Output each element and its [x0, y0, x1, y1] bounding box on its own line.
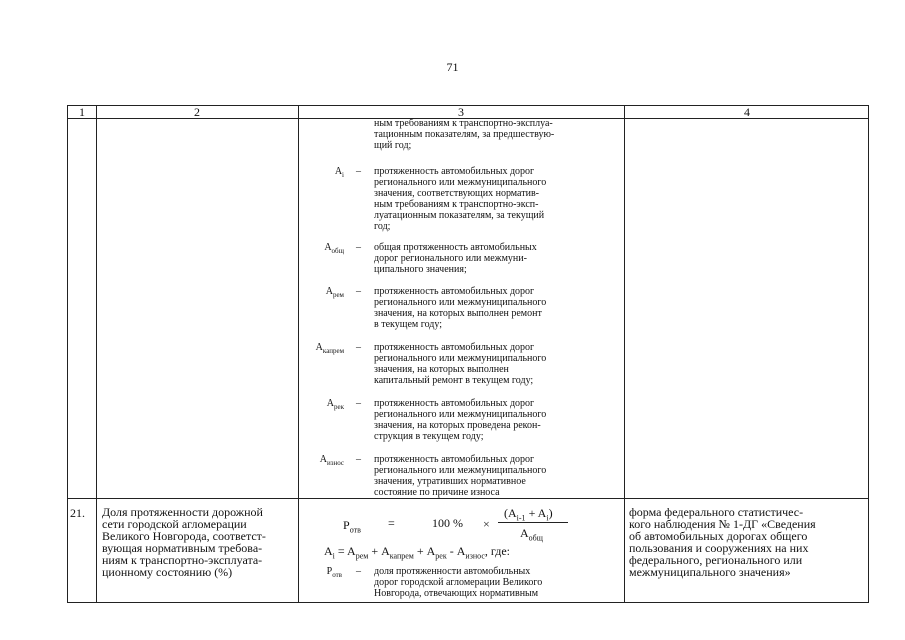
term-symbol: $A_{рем}$ [325, 286, 344, 299]
data-source: форма федерального статистичес- кого наблюдения № 1-ДГ «Сведения об автомобильных дорогах общего пользования и сооружениях на них федерального, регионального или межмуниципального значения» [629, 505, 816, 579]
term-definition: общая протяженность автомобильных дорог регионального или межмуни- ципального значения; [374, 242, 537, 275]
row-number: 21. [70, 506, 85, 520]
formula-numerator: $(A_{i-1} + A_i)$ [504, 506, 553, 523]
header-col-1: 1 [79, 105, 85, 119]
term-symbol: $A_{износ}$ [319, 454, 344, 467]
continuation-lead-text: ным требованиям к транспортно-эксплуа- тационным показателям, за предшествую- щий год; [374, 118, 555, 151]
header-col-2: 2 [194, 105, 200, 119]
indicator-table: 1 2 3 4 ным требованиям к транспортно-эксплуа- тационным показателям, за предшествую- щий год; $A_i$ – протяженность автомобильных дорог регионального или межмуниципального значения, соответствующих норматив- ным требованиям к транспортно-эксп- луатационным показателям, за текущий год; $A_{общ}$ – общая протяженность автомобильных дорог регионального или межмуни- ципального значения; $A_{рем}$ – протяженность автомобильных дорог регионального или межмуниципального значения, на которых выполнен ремонт в текущем году; $A_{капрем}$ – протяженность автомобильных дорог регионального или межмуниципального значения, на которых выполнен капитальный ремонт в текущем году; $A_{рек}$ – протяженность автомобильных дорог регионального или межмуниципального значения, на которых проведена рекон- струкция в текущем году; $A_{износ}$ – протяженность автомобильных дорог регионального или межмуниципального значения, утративших нормативное состояние по причине износа 21. Доля протяженности дорожной сети городской агломерации Великого Новгорода, соответст- вующая нормативным требова- ниям к транспортно-эксплуата- ционному состоянию (%) $P_{отв}$ = 100 % × $(A_{i-1} + A_i)$ $A_{общ}$ $A_i = A_{рем} + A_{капрем} + A_{рек} - A_{износ}$, где: $P_{отв}$ – доля протяженности автомобильных дорог городской агломерации Великого Новгорода, отвечающих нормативным форма федерального статистичес- кого наблюдения № 1-ДГ «Сведения об автомобильных дорогах общего пользования и сооружениях на них федерального, регионального или межмуниципального значения» [67, 105, 869, 603]
term-symbol: $A_{рек}$ [326, 398, 344, 411]
term-symbol: $A_{капрем}$ [315, 342, 344, 355]
term-definition: протяженность автомобильных дорог регионального или межмуниципального значения, на которых выполнен ремонт в текущем году; [374, 286, 547, 330]
fraction-bar [498, 522, 568, 523]
formula-lhs: $P_{отв}$ [343, 518, 361, 535]
header-col-4: 4 [744, 105, 750, 119]
term-definition: протяженность автомобильных дорог регионального или межмуниципального значения, утративших нормативное состояние по причине износа [374, 454, 547, 498]
term-definition: доля протяженности автомобильных дорог городской агломерации Великого Новгорода, отвечающих нормативным [374, 566, 543, 599]
term-symbol: $P_{отв}$ [326, 566, 342, 579]
formula-denominator: $A_{общ}$ [520, 526, 543, 543]
column-divider [624, 106, 625, 602]
indicator-name: Доля протяженности дорожной сети городской агломерации Великого Новгорода, соответст- вующая нормативным требова- ниям к транспортно-эксплуата- ционному состоянию (%) [102, 505, 266, 579]
row-separator [68, 498, 868, 499]
term-definition: протяженность автомобильных дорог регионального или межмуниципального значения, на которых проведена рекон- струкция в текущем году; [374, 398, 547, 442]
term-definition: протяженность автомобильных дорог регионального или межмуниципального значения, соответствующих норматив- ным требованиям к транспортно-эксп- луатационным показателям, за текущий год; [374, 166, 547, 232]
term-symbol: $A_i$ [334, 166, 344, 179]
term-definition: протяженность автомобильных дорог регионального или межмуниципального значения, на которых выполнен капитальный ремонт в текущем году; [374, 342, 547, 386]
page-number: 71 [446, 60, 459, 74]
header-col-3: 3 [458, 105, 464, 119]
column-divider [96, 106, 97, 602]
term-symbol: $A_{общ}$ [324, 242, 344, 255]
formula-sum: $A_i = A_{рем} + A_{капрем} + A_{рек} - A_{износ}$, где: [324, 544, 510, 561]
